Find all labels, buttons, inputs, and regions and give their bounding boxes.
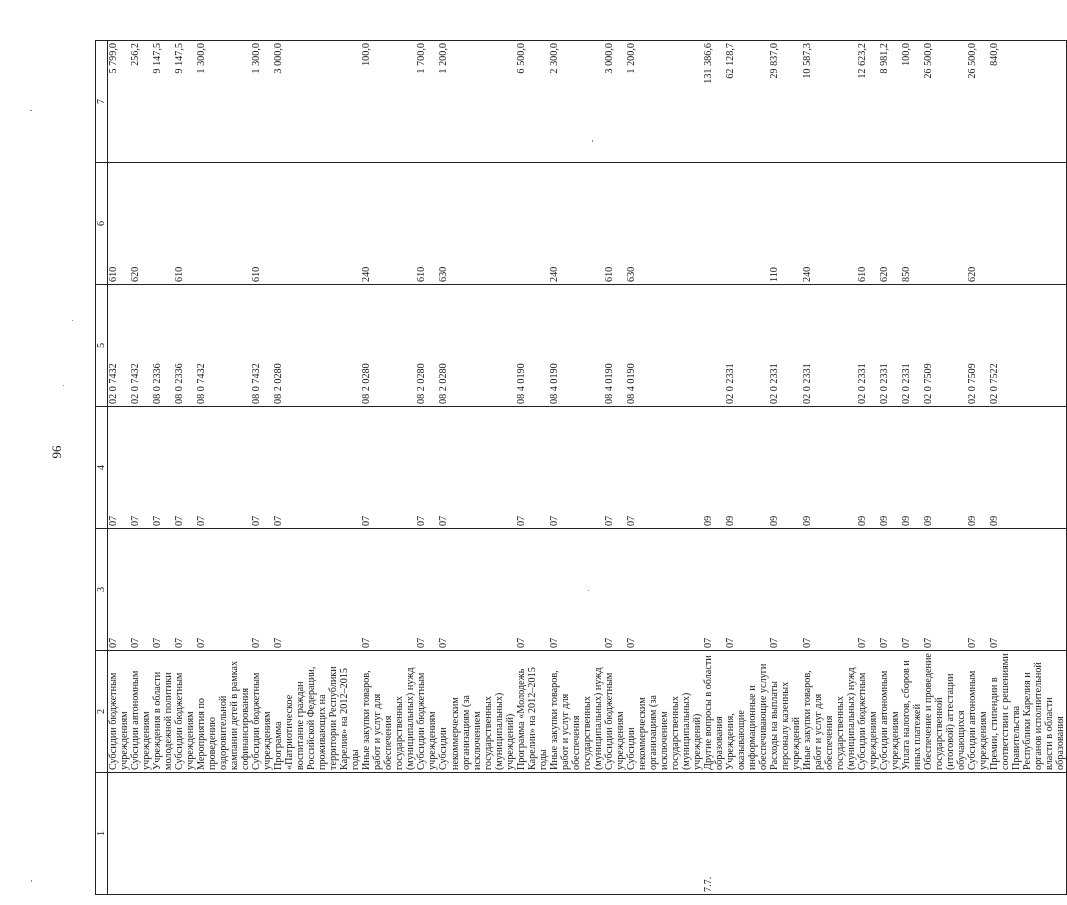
row-code	[725, 773, 769, 895]
table-row	[626, 41, 703, 895]
row-code	[174, 773, 196, 895]
row-subsection: 09	[802, 407, 857, 529]
row-subsection: 09	[989, 407, 1067, 529]
row-name: Субсидии бюджетным учреждениям	[857, 651, 879, 773]
row-name: Программа «Молодежь Карелии» на 2012–2015 годы	[516, 651, 549, 773]
row-code	[152, 773, 174, 895]
row-amount: 1 300,0	[251, 41, 273, 163]
budget-table	[95, 40, 1067, 895]
table-header	[96, 41, 108, 895]
row-target-article: 02 0 7509	[967, 285, 989, 407]
row-target-article: 08 4 0190	[626, 285, 703, 407]
row-name: Иные закупки товаров, работ и услуг для обеспечения государственных (муниципальных) нужд	[802, 651, 857, 773]
row-section: 07	[626, 529, 703, 651]
row-expense-type: 630	[438, 163, 515, 285]
table-row	[361, 41, 416, 895]
row-section: 07	[967, 529, 989, 651]
table-row	[516, 41, 549, 895]
row-code	[604, 773, 626, 895]
row-amount: 100,0	[901, 41, 923, 163]
row-subsection: 07	[549, 407, 604, 529]
row-expense-type: 850	[901, 163, 923, 285]
scan-speck	[592, 140, 593, 142]
row-code	[438, 773, 515, 895]
row-subsection: 09	[879, 407, 901, 529]
row-subsection: 07	[416, 407, 438, 529]
row-amount: 9 147,5	[152, 41, 174, 163]
row-section: 07	[604, 529, 626, 651]
row-amount: 62 128,7	[725, 41, 769, 163]
row-name: Другие вопросы в области образования	[703, 651, 725, 773]
row-expense-type: 610	[174, 163, 196, 285]
table-body	[108, 41, 1067, 895]
row-section: 07	[725, 529, 769, 651]
row-name: Субсидии некоммерческим организациям (за исключением государственных (муниципальных) учреждений)	[626, 651, 703, 773]
row-target-article	[703, 285, 725, 407]
row-expense-type: 240	[802, 163, 857, 285]
row-name: Субсидии автономным учреждениям	[879, 651, 901, 773]
row-target-article: 08 2 0280	[273, 285, 361, 407]
row-section: 07	[251, 529, 273, 651]
table-row	[549, 41, 604, 895]
row-amount: 100,0	[361, 41, 416, 163]
row-target-article: 08 0 2336	[152, 285, 174, 407]
row-expense-type: 610	[251, 163, 273, 285]
row-section: 07	[273, 529, 361, 651]
row-amount: 8 981,2	[879, 41, 901, 163]
row-name: Премии, стипендии в соответствии с решениями Правительства Республики Карелия и органов исполнительной власти в области образования	[989, 651, 1067, 773]
row-expense-type	[273, 163, 361, 285]
table-row	[273, 41, 361, 895]
row-target-article: 02 0 7432	[130, 285, 152, 407]
row-code	[361, 773, 416, 895]
row-amount: 131 386,6	[703, 41, 725, 163]
row-expense-type	[196, 163, 251, 285]
row-subsection: 07	[251, 407, 273, 529]
row-expense-type: 610	[108, 163, 131, 285]
row-code	[769, 773, 802, 895]
row-subsection: 09	[857, 407, 879, 529]
row-name: Субсидии бюджетным учреждениям	[108, 651, 131, 773]
row-amount: 26 500,0	[967, 41, 989, 163]
row-target-article: 08 0 2336	[174, 285, 196, 407]
row-code	[802, 773, 857, 895]
row-target-article: 08 2 0280	[361, 285, 416, 407]
row-target-article: 08 4 0190	[549, 285, 604, 407]
row-subsection: 09	[923, 407, 967, 529]
row-name: Субсидии бюджетным учреждениям	[174, 651, 196, 773]
row-subsection: 07	[438, 407, 515, 529]
table-row	[703, 41, 725, 895]
row-section: 07	[361, 529, 416, 651]
table-row	[251, 41, 273, 895]
table-row	[438, 41, 515, 895]
row-expense-type: 610	[416, 163, 438, 285]
row-expense-type: 240	[361, 163, 416, 285]
row-code	[923, 773, 967, 895]
row-amount: 2 300,0	[549, 41, 604, 163]
row-code	[857, 773, 879, 895]
row-subsection: 07	[516, 407, 549, 529]
row-amount: 26 500,0	[923, 41, 967, 163]
row-name: Расходы на выплаты персоналу казенных учреждений	[769, 651, 802, 773]
row-section: 07	[879, 529, 901, 651]
table-row	[769, 41, 802, 895]
row-subsection: 09	[769, 407, 802, 529]
row-target-article: 02 0 7509	[923, 285, 967, 407]
row-section: 07	[901, 529, 923, 651]
row-code: 7.7.	[703, 773, 725, 895]
row-code	[130, 773, 152, 895]
row-section: 07	[703, 529, 725, 651]
row-subsection: 07	[626, 407, 703, 529]
header-row	[96, 41, 108, 895]
scan-speck	[588, 590, 589, 591]
row-amount: 1 700,0	[416, 41, 438, 163]
row-code	[196, 773, 251, 895]
row-subsection: 09	[967, 407, 989, 529]
row-target-article: 02 0 7432	[108, 285, 131, 407]
row-expense-type	[923, 163, 967, 285]
row-name: Обеспечение и проведение государственной (итоговой) аттестации обучающихся	[923, 651, 967, 773]
row-expense-type	[516, 163, 549, 285]
row-section: 07	[549, 529, 604, 651]
row-name: Программа «Патриотическое воспитание граждан Российской Федерации, проживающих на территории Республики Карелия» на 2012–2015 годы	[273, 651, 361, 773]
row-code	[626, 773, 703, 895]
header-col-4: 4	[96, 407, 108, 529]
row-section: 07	[438, 529, 515, 651]
row-name: Субсидии бюджетным учреждениям	[251, 651, 273, 773]
row-code	[273, 773, 361, 895]
row-section: 07	[130, 529, 152, 651]
row-name: Субсидии бюджетным учреждениям	[604, 651, 626, 773]
row-amount: 5 799,0	[108, 41, 131, 163]
row-name: Иные закупки товаров, работ и услуг для обеспечения государственных (муниципальных) нужд	[549, 651, 604, 773]
row-target-article: 02 0 7522	[989, 285, 1067, 407]
row-subsection: 07	[273, 407, 361, 529]
table-row	[130, 41, 152, 895]
row-amount: 1 200,0	[438, 41, 515, 163]
header-col-6: 6	[96, 163, 108, 285]
row-name: Учреждения в области молодежной политики	[152, 651, 174, 773]
row-name: Субсидии автономным учреждениям	[967, 651, 989, 773]
row-subsection: 09	[725, 407, 769, 529]
row-subsection: 07	[108, 407, 131, 529]
scan-speck	[63, 385, 64, 386]
header-col-1: 1	[96, 773, 108, 895]
rotated-page-content	[95, 30, 1067, 895]
table-row	[152, 41, 174, 895]
row-code	[416, 773, 438, 895]
table-row	[196, 41, 251, 895]
row-expense-type: 620	[879, 163, 901, 285]
row-name: Иные закупки товаров, работ и услуг для обеспечения государственных (муниципальных) нужд	[361, 651, 416, 773]
row-target-article: 08 0 7432	[251, 285, 273, 407]
row-name: Уплата налогов, сборов и иных платежей	[901, 651, 923, 773]
scan-speck	[30, 110, 32, 111]
row-code	[901, 773, 923, 895]
row-target-article: 02 0 2331	[901, 285, 923, 407]
row-amount: 3 000,0	[604, 41, 626, 163]
row-amount: 256,2	[130, 41, 152, 163]
row-amount: 840,0	[989, 41, 1067, 163]
table-row	[923, 41, 967, 895]
row-section: 07	[769, 529, 802, 651]
row-name: Учреждения, оказывающие информационные и обеспечивающие услуги	[725, 651, 769, 773]
table-row	[416, 41, 438, 895]
scan-speck	[72, 320, 73, 321]
header-col-2: 2	[96, 651, 108, 773]
row-amount: 1 300,0	[196, 41, 251, 163]
row-subsection: 07	[130, 407, 152, 529]
table-row	[857, 41, 879, 895]
row-section: 07	[516, 529, 549, 651]
row-target-article: 02 0 2331	[857, 285, 879, 407]
row-target-article: 08 2 0280	[416, 285, 438, 407]
header-col-3: 3	[96, 529, 108, 651]
row-section: 07	[989, 529, 1067, 651]
row-expense-type: 240	[549, 163, 604, 285]
row-section: 07	[923, 529, 967, 651]
table-row	[967, 41, 989, 895]
row-amount: 1 200,0	[626, 41, 703, 163]
row-expense-type	[703, 163, 725, 285]
row-name: Субсидии автономным учреждениям	[130, 651, 152, 773]
row-name: Субсидии некоммерческим организациям (за исключением государственных (муниципальных) учреждений)	[438, 651, 515, 773]
table-row	[989, 41, 1067, 895]
row-section: 07	[857, 529, 879, 651]
row-expense-type	[989, 163, 1067, 285]
row-section: 07	[196, 529, 251, 651]
row-amount: 3 000,0	[273, 41, 361, 163]
row-target-article: 02 0 2331	[879, 285, 901, 407]
scan-speck	[31, 880, 32, 882]
row-code	[108, 773, 131, 895]
row-subsection: 07	[174, 407, 196, 529]
row-amount: 6 500,0	[516, 41, 549, 163]
row-subsection: 09	[901, 407, 923, 529]
row-code	[549, 773, 604, 895]
row-expense-type: 610	[604, 163, 626, 285]
row-section: 07	[802, 529, 857, 651]
table-row	[604, 41, 626, 895]
row-target-article: 08 4 0190	[516, 285, 549, 407]
table-row	[108, 41, 131, 895]
row-code	[989, 773, 1067, 895]
row-expense-type: 610	[857, 163, 879, 285]
row-section: 07	[416, 529, 438, 651]
header-col-7: 7	[96, 41, 108, 163]
row-name: Субсидии бюджетным учреждениям	[416, 651, 438, 773]
row-amount: 12 623,2	[857, 41, 879, 163]
row-amount: 10 587,3	[802, 41, 857, 163]
header-col-5: 5	[96, 285, 108, 407]
row-expense-type: 620	[967, 163, 989, 285]
table-row	[174, 41, 196, 895]
row-code	[516, 773, 549, 895]
row-code	[967, 773, 989, 895]
row-target-article: 08 2 0280	[438, 285, 515, 407]
row-target-article: 08 0 7432	[196, 285, 251, 407]
row-section: 07	[174, 529, 196, 651]
row-section: 07	[152, 529, 174, 651]
row-section: 07	[108, 529, 131, 651]
row-target-article: 02 0 2331	[802, 285, 857, 407]
row-subsection: 07	[361, 407, 416, 529]
row-code	[251, 773, 273, 895]
table-row	[879, 41, 901, 895]
table-row	[802, 41, 857, 895]
row-amount: 29 837,0	[769, 41, 802, 163]
row-subsection: 07	[152, 407, 174, 529]
table-row	[901, 41, 923, 895]
row-subsection: 07	[604, 407, 626, 529]
row-expense-type: 630	[626, 163, 703, 285]
page-number: 96	[49, 445, 64, 459]
row-subsection: 09	[703, 407, 725, 529]
row-expense-type	[152, 163, 174, 285]
row-target-article: 08 4 0190	[604, 285, 626, 407]
row-target-article: 02 0 2331	[769, 285, 802, 407]
row-expense-type: 110	[769, 163, 802, 285]
row-target-article: 02 0 2331	[725, 285, 769, 407]
row-expense-type	[725, 163, 769, 285]
table-row	[725, 41, 769, 895]
row-code	[879, 773, 901, 895]
row-expense-type: 620	[130, 163, 152, 285]
row-amount: 9 147,5	[174, 41, 196, 163]
row-name: Мероприятия по проведению оздоровительной кампании детей в рамках софинансирования	[196, 651, 251, 773]
row-subsection: 07	[196, 407, 251, 529]
